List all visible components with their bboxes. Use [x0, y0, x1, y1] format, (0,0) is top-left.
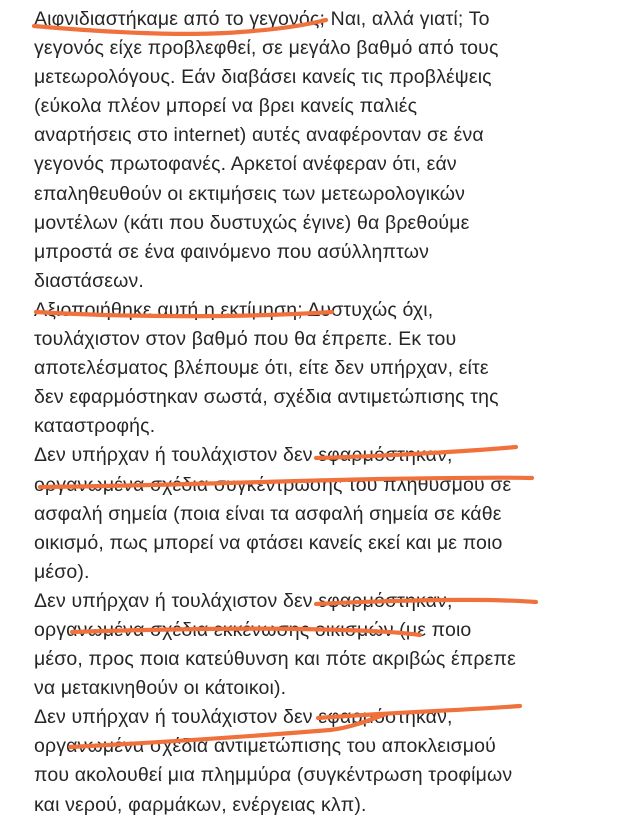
text-line: και νερού, φαρμάκων, ενέργειας κλπ).: [34, 793, 367, 816]
text-line: Δεν υπήρχαν ή τουλάχιστον δεν εφαρμόστηκαν,: [34, 589, 453, 612]
text-line: Δεν υπήρχαν ή τουλάχιστον δεν εφαρμόστηκαν,: [34, 706, 453, 729]
text-line: οργανωμένα σχέδια αντιμετώπισης του αποκλεισμού: [34, 735, 496, 758]
text-line: μπροστά σε ένα φαινόμενο που ασύλληπτων: [34, 240, 429, 263]
text-line: μοντέλων (κάτι που δυστυχώς έγινε) θα βρεθούμε: [34, 211, 470, 234]
text-line: που ακολουθεί μια πλημμύρα (συγκέντρωση τροφίμων: [34, 764, 513, 787]
text-line: (εύκολα πλέον μπορεί να βρει κανείς παλιές: [34, 95, 418, 118]
text-line: τουλάχιστον στον βαθμό που θα έπρεπε. Εκ του: [34, 328, 457, 351]
text-line: μέσο, προς ποια κατεύθυνση και πότε ακριβώς έπρεπε: [34, 648, 516, 671]
text-line: επαληθευθούν οι εκτιμήσεις των μετεωρολογικών: [34, 182, 466, 205]
text-line: να μετακινηθούν οι κάτοικοι).: [34, 677, 287, 700]
text-line: ασφαλή σημεία (ποια είναι τα ασφαλή σημεία σε κάθε: [34, 502, 502, 525]
text-line: μέσο).: [34, 560, 90, 583]
text-line: αποτελέσματος βλέπουμε ότι, είτε δεν υπήρχαν, είτε: [34, 357, 489, 380]
text-line: οργανωμένα σχέδια συγκέντρωσης του πληθυσμού σε: [34, 473, 512, 496]
text-line: γεγονός είχε προβλεφθεί, σε μεγάλο βαθμό από τους: [34, 37, 499, 60]
text-line: Αιφνιδιαστήκαμε από το γεγονός; Ναι, αλλά γιατί; Το: [34, 8, 490, 30]
text-line: μετεωρολόγους. Εάν διαβάσει κανείς τις προβλέψεις: [34, 66, 492, 89]
text-line: διαστάσεων.: [34, 269, 144, 292]
text-line: δεν εφαρμόστηκαν σωστά, σχέδια αντιμετώπισης της: [34, 386, 499, 409]
text-line: αναρτήσεις στο internet) αυτές αναφέρονταν σε ένα: [34, 124, 484, 147]
text-line: γεγονός πρωτοφανές. Αρκετοί ανέφεραν ότι, εάν: [34, 153, 457, 176]
article-text: [34, 0, 619, 820]
text-line: Δεν υπήρχαν ή τουλάχιστον δεν εφαρμόστηκαν,: [34, 444, 453, 467]
text-line: οικισμό, πως μπορεί να φτάσει κανείς εκεί και με ποιο: [34, 531, 503, 554]
text-line: Αξιοποιήθηκε αυτή η εκτίμηση; Δυστυχώς όχι,: [34, 298, 434, 321]
text-line: οργανωμένα σχέδια εκκένωσης οικισμών (με ποιο: [34, 618, 472, 641]
text-line: καταστροφής.: [34, 415, 156, 438]
